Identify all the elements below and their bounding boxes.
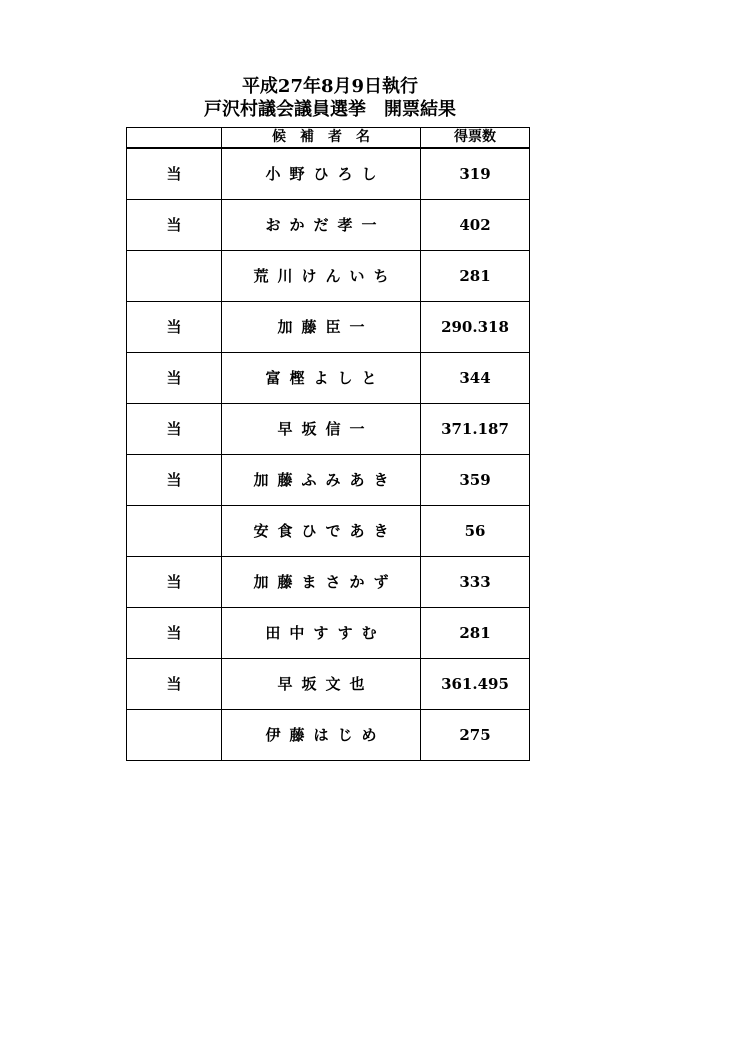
header-mark-column: [127, 128, 222, 149]
vote-count: 402: [421, 200, 530, 251]
candidate-name-cell: [222, 710, 421, 761]
header-votes: 得票数: [421, 128, 530, 149]
header-candidate-name: [222, 128, 421, 149]
elected-mark: 当: [127, 608, 222, 659]
table-row: [127, 251, 530, 302]
candidate-name-cell: [222, 455, 421, 506]
candidate-name-cell: [222, 608, 421, 659]
candidate-name-cell: [222, 148, 421, 200]
candidate-name: 加藤臣一: [277, 318, 374, 336]
candidate-name-cell: [222, 659, 421, 710]
candidate-name: 加藤ふみあき: [253, 471, 398, 489]
results-table-body: [127, 148, 530, 761]
candidate-name-cell: [222, 200, 421, 251]
elected-mark: [127, 506, 222, 557]
candidate-name: 安食ひであき: [253, 522, 398, 540]
table-row: [127, 404, 530, 455]
vote-count: 275: [421, 710, 530, 761]
candidate-name-cell: [222, 506, 421, 557]
vote-count: 281: [421, 608, 530, 659]
elected-mark: 当: [127, 557, 222, 608]
page-title: 戸沢村議会議員選挙 開票結果: [204, 99, 456, 120]
elected-mark: 当: [127, 200, 222, 251]
table-row: [127, 148, 530, 200]
candidate-name-cell: [222, 557, 421, 608]
candidate-name: 早坂文也: [277, 675, 374, 693]
candidate-name-cell: [222, 353, 421, 404]
elected-mark: 当: [127, 659, 222, 710]
table-row: [127, 710, 530, 761]
results-table: [126, 127, 530, 761]
vote-count: 371.187: [421, 404, 530, 455]
candidate-name: 加藤まさかず: [253, 573, 398, 591]
candidate-name: 富樫よしと: [265, 369, 386, 387]
vote-count: 319: [421, 148, 530, 200]
candidate-name-cell: [222, 302, 421, 353]
table-row: [127, 506, 530, 557]
elected-mark: 当: [127, 455, 222, 506]
elected-mark: 当: [127, 148, 222, 200]
results-table-header: [127, 128, 530, 149]
candidate-name: おかだ孝一: [265, 216, 386, 234]
candidate-name: 田中すすむ: [265, 624, 386, 642]
header-row: [127, 128, 530, 149]
candidate-name-cell: [222, 251, 421, 302]
elected-mark: 当: [127, 353, 222, 404]
vote-count: 333: [421, 557, 530, 608]
table-row: [127, 659, 530, 710]
elected-mark: [127, 251, 222, 302]
table-row: [127, 353, 530, 404]
table-row: [127, 557, 530, 608]
table-row: [127, 200, 530, 251]
table-row: [127, 302, 530, 353]
candidate-name: 荒川けんいち: [253, 267, 398, 285]
header-candidate-name-label: 候補者名: [272, 129, 384, 145]
candidate-name: 伊藤はじめ: [265, 726, 386, 744]
vote-count: 344: [421, 353, 530, 404]
elected-mark: 当: [127, 404, 222, 455]
candidate-name: 小野ひろし: [265, 165, 386, 183]
candidate-name-cell: [222, 404, 421, 455]
elected-mark: [127, 710, 222, 761]
vote-count: 281: [421, 251, 530, 302]
vote-count: 359: [421, 455, 530, 506]
vote-count: 290.318: [421, 302, 530, 353]
candidate-name: 早坂信一: [277, 420, 374, 438]
elected-mark: 当: [127, 302, 222, 353]
table-row: [127, 455, 530, 506]
vote-count: 361.495: [421, 659, 530, 710]
vote-count: 56: [421, 506, 530, 557]
page-title-date: 平成27年8月9日執行: [241, 76, 419, 97]
table-row: [127, 608, 530, 659]
